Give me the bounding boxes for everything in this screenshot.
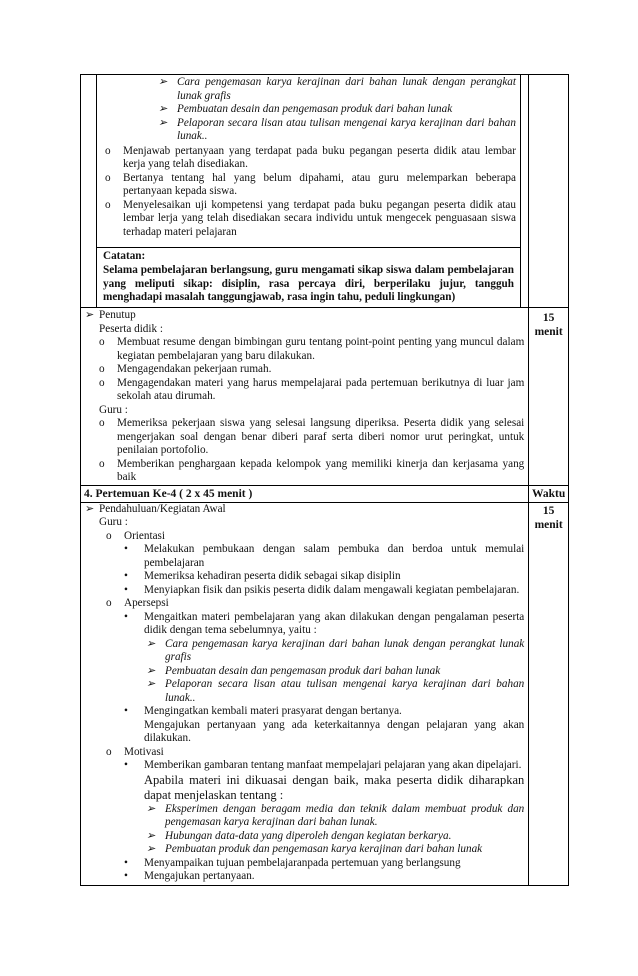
catatan-box xyxy=(96,248,521,307)
list-item: o Mengagendakan pekerjaan rumah. xyxy=(99,363,272,376)
list-item: ➢ Cara pengemasan karya kerajinan dari bahan lunak dengan perangkat lunak grafis xyxy=(158,76,516,102)
arrow-bullet-icon: ➢ xyxy=(146,678,156,691)
pertemuan-title: 4. Pertemuan Ke-4 ( 2 x 45 menit ) xyxy=(84,487,253,500)
list-item-continuation: Mengajukan pertanyaan yang ada keterkaitannya dengan pelajaran yang akan dilakukan. xyxy=(144,718,525,745)
arrow-bullet-icon: ➢ xyxy=(85,309,95,322)
circle-bullet-icon: o xyxy=(106,529,112,542)
guru-label: Guru : xyxy=(99,403,128,416)
apabila-text: Apabila materi ini dikuasai dengan baik, maka peserta didik diharapkan dapat menjelaskan tentang : xyxy=(144,772,525,802)
circle-bullet-icon: o xyxy=(106,745,112,758)
arrow-bullet-icon: ➢ xyxy=(146,843,156,856)
apersepsi-heading: o Apersepsi xyxy=(106,597,169,610)
dot-bullet-icon: • xyxy=(124,759,128,772)
catatan-title: Catatan: xyxy=(103,250,146,262)
table-row xyxy=(81,308,569,486)
pertemuan-time-value: 15 xyxy=(542,504,555,517)
guru-label: Guru : xyxy=(99,516,128,529)
table-row xyxy=(81,502,569,885)
list-item: • Memberikan gambaran tentang manfaat mempelajari pelajaran yang akan dipelajari. xyxy=(124,759,522,772)
table-row xyxy=(81,485,569,502)
table-row xyxy=(81,75,569,308)
motivasi-heading: o Motivasi xyxy=(106,745,164,758)
dot-bullet-icon: • xyxy=(124,856,128,869)
list-item: ➢ Pembuatan produk dan pengemasan karya kerajinan dari bahan lunak xyxy=(146,843,483,856)
list-item: o Bertanya tentang hal yang belum dipahami, atau guru melemparkan beberapa pertanyaan kepada siswa. xyxy=(105,171,516,197)
orientasi-heading: o Orientasi xyxy=(106,529,166,542)
list-item: o Memeriksa pekerjaan siswa yang selesai langsung diperiksa. Peserta didik yang selesai mengerjakan soal dengan benar diberi paraf serta diberi nomor urut peringkat, untuk penilaian portofolio. xyxy=(99,417,525,457)
arrow-bullet-icon: ➢ xyxy=(158,103,168,115)
list-item: • Mengaitkan materi pembelajaran yang akan dilakukan dengan pengalaman peserta didik dengan tema sebelumnya, yaitu : xyxy=(124,610,525,637)
list-item: ➢ Pembuatan desain dan pengemasan produk dari bahan lunak xyxy=(146,664,441,677)
arrow-bullet-icon: ➢ xyxy=(146,664,156,677)
dot-bullet-icon: • xyxy=(124,543,128,556)
list-item: ➢ Hubungan data-data yang diperoleh dengan kegiatan berkarya. xyxy=(146,829,452,842)
pendahuluan-heading: ➢ Pendahuluan/Kegiatan Awal xyxy=(85,502,226,515)
arrow-bullet-icon: ➢ xyxy=(146,802,156,815)
dot-bullet-icon: • xyxy=(124,583,128,596)
circle-bullet-icon: o xyxy=(106,597,112,610)
list-item: o Memberikan penghargaan kepada kelompok yang memiliki kinerja dan kerjasama yang baik xyxy=(99,457,525,484)
arrow-bullet-icon: ➢ xyxy=(146,637,156,650)
circle-bullet-icon: o xyxy=(99,363,105,376)
circle-bullet-icon: o xyxy=(105,171,111,184)
list-item: • Melakukan pembukaan dengan salam pembuka dan berdoa untuk memulai pembelajaran xyxy=(124,543,525,569)
list-item: o Membuat resume dengan bimbingan guru tentang point-point penting yang muncul dalam kegiatan pembelajaran yang baru dilakukan. xyxy=(99,336,525,362)
circle-bullet-icon: o xyxy=(99,417,105,430)
dot-bullet-icon: • xyxy=(124,870,128,883)
circle-bullet-icon: o xyxy=(99,336,105,349)
circle-bullet-icon: o xyxy=(99,457,105,470)
penutup-time-unit: menit xyxy=(534,326,563,339)
lesson-table xyxy=(80,74,569,886)
list-item: • Menyampaikan tujuan pembelajaranpada pertemuan yang berlangsung xyxy=(124,856,461,869)
list-item: o Menjawab pertanyaan yang terdapat pada buku pegangan peserta didik atau lembar kerja yang telah disediakan. xyxy=(105,144,516,170)
list-item: ➢ Cara pengemasan karya kerajinan dari bahan lunak dengan perangkat lunak grafis xyxy=(146,637,525,664)
pertemuan-time-unit: menit xyxy=(534,518,563,531)
dot-bullet-icon: • xyxy=(124,570,128,583)
circle-bullet-icon: o xyxy=(99,376,105,389)
penutup-heading: ➢ Penutup xyxy=(85,309,136,322)
list-item: ➢ Eksperimen dengan beragam media dan teknik dalam membuat produk dan pengemasan karya kerajinan dari bahan lunak. xyxy=(146,802,525,829)
waktu-header: Waktu xyxy=(532,487,566,500)
inner-box xyxy=(96,75,521,248)
list-item: o Mengagendakan materi yang harus mempelajarai pada pertemuan berikutnya di luar jam sekolah atau dirumah. xyxy=(99,376,525,403)
list-item: o Menyelesaikan uji kompetensi yang terdapat pada buku pegangan peserta didik atau lembar lerja yang telah disediakan secara individu untuk mengecek penguasaan siswa terhadap materi pelajaran xyxy=(105,198,516,238)
list-item: ➢ Pelaporan secara lisan atau tulisan mengenai karya kerajinan dari bahan lunak.. xyxy=(158,116,516,142)
peserta-label: Peserta didik : xyxy=(99,322,164,335)
list-item: • Memeriksa kehadiran peserta didik sebagai sikap disiplin xyxy=(124,570,401,583)
circle-bullet-icon: o xyxy=(105,144,111,157)
list-item: • Mengingatkan kembali materi prasyarat dengan bertanya. xyxy=(124,705,402,718)
arrow-bullet-icon: ➢ xyxy=(146,829,156,842)
dot-bullet-icon: • xyxy=(124,610,128,623)
list-item: • Menyiapkan fisik dan psikis peserta didik dalam mengawali kegiatan pembelajaran. xyxy=(124,583,520,596)
arrow-bullet-icon: ➢ xyxy=(158,116,168,129)
arrow-bullet-icon: ➢ xyxy=(158,76,168,88)
catatan-text: Selama pembelajaran berlangsung, guru mengamati sikap siswa dalam pembelajaran yang meliputi sikap: disiplin, rasa percaya diri, berperilaku jujur, tangguh menghadapi masalah tanggungjawab, rasa ingin tahu, peduli lingkungan) xyxy=(103,263,514,304)
dot-bullet-icon: • xyxy=(124,705,128,718)
list-item: • Mengajukan pertanyaan. xyxy=(124,870,255,883)
circle-bullet-icon: o xyxy=(105,198,111,211)
list-item: ➢ Pelaporan secara lisan atau tulisan mengenai karya kerajinan dari bahan lunak.. xyxy=(146,678,525,704)
list-item: ➢ Pembuatan desain dan pengemasan produk dari bahan lunak xyxy=(158,103,453,115)
arrow-bullet-icon: ➢ xyxy=(85,502,95,515)
penutup-time-value: 15 xyxy=(542,312,555,325)
